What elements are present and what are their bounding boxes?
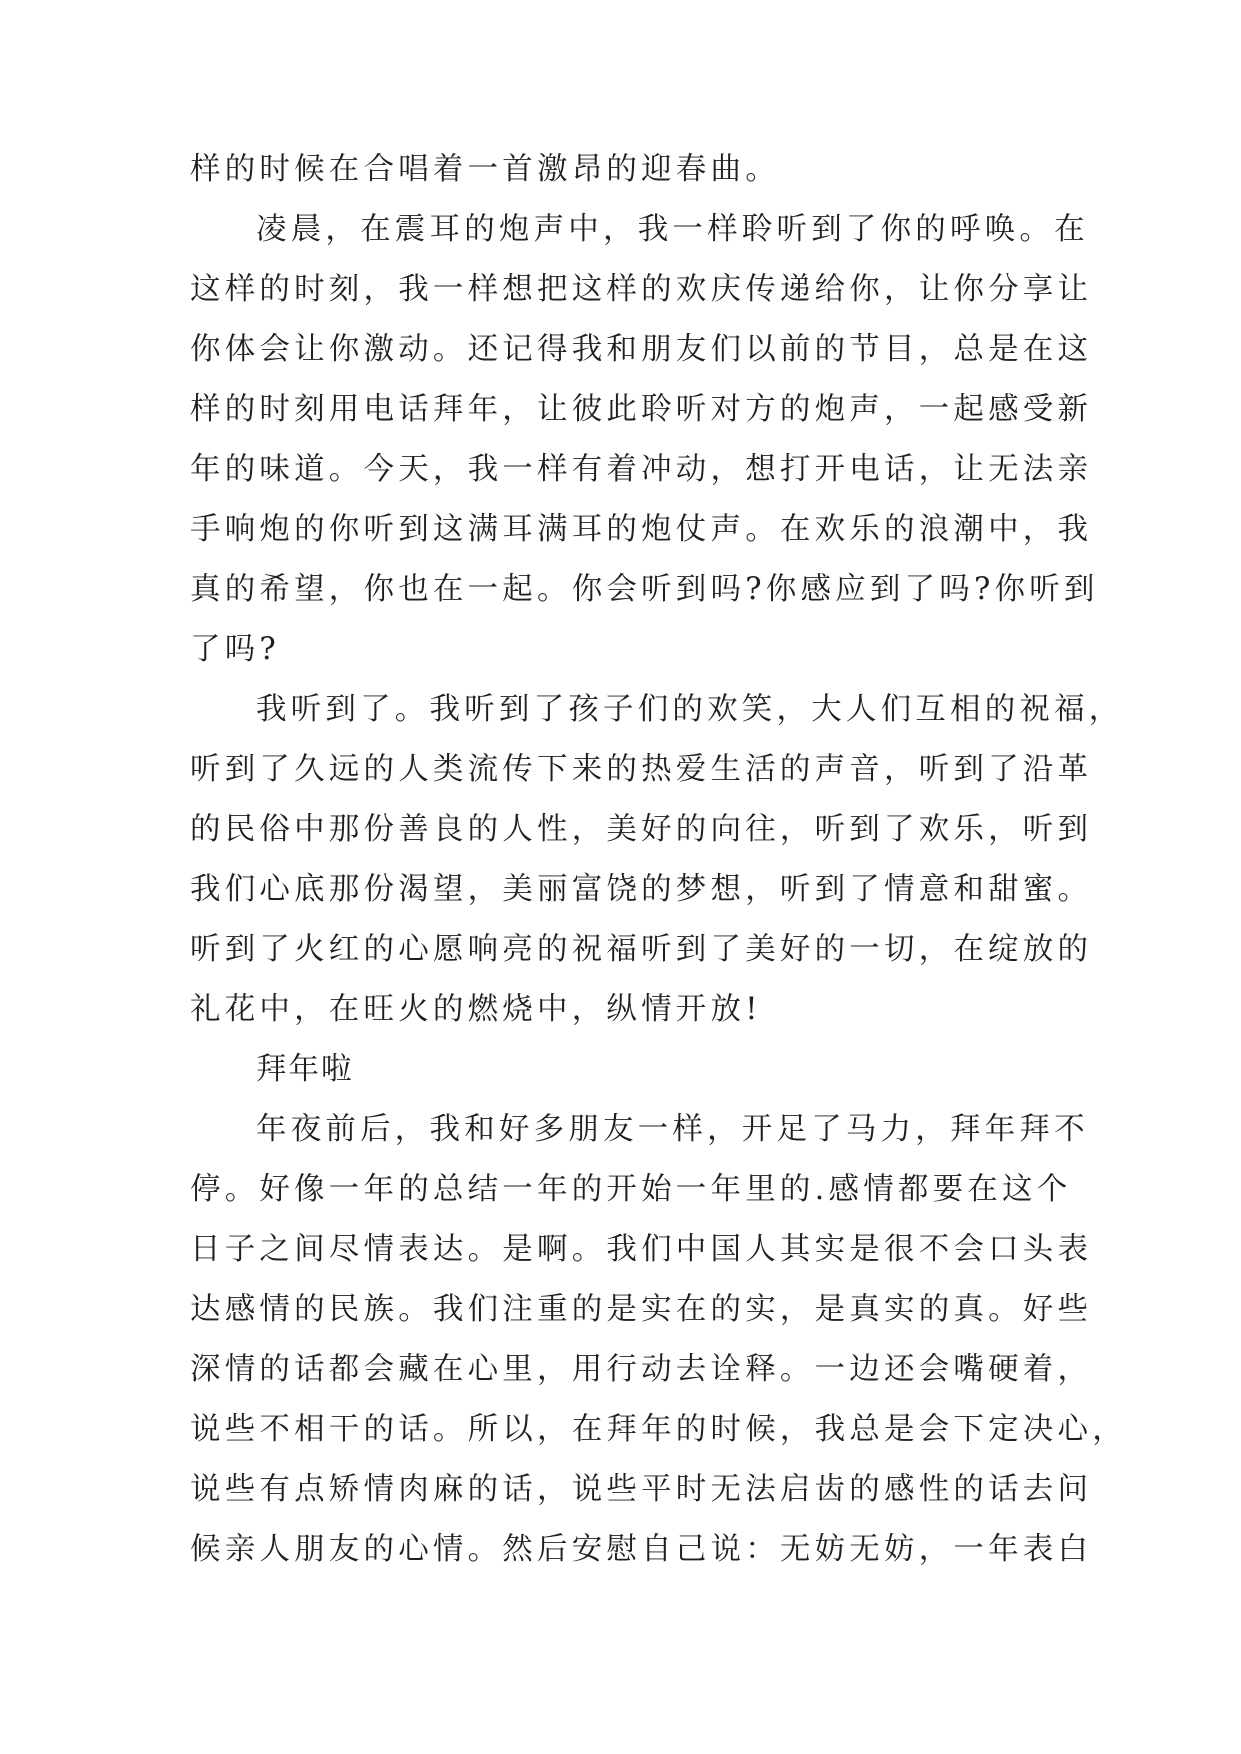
text-line: 说些不相干的话。所以，在拜年的时候，我总是会下定决心， [190, 1412, 1127, 1447]
text-line: 日子之间尽情表达。是啊。我们中国人其实是很不会口头表 [190, 1232, 1093, 1267]
text-line: 了吗? [190, 632, 280, 667]
text-line: 听到了火红的心愿响亮的祝福听到了美好的一切，在绽放的 [190, 932, 1093, 967]
text-line: 达感情的民族。我们注重的是实在的实，是真实的真。好些 [190, 1292, 1093, 1327]
text-line: 听到了久远的人类流传下来的热爱生活的声音，听到了沿革 [190, 752, 1093, 787]
text-line: 停。好像一年的总结一年的开始一年里的.感情都要在这个 [190, 1172, 1072, 1207]
text-line: 我们心底那份渴望，美丽富饶的梦想，听到了情意和甜蜜。 [190, 872, 1093, 907]
text-line: 样的时候在合唱着一首激昂的迎春曲。 [190, 152, 780, 187]
paragraph-start-line: 年夜前后，我和好多朋友一样，开足了马力，拜年拜不 [256, 1112, 1089, 1147]
text-line: 样的时刻用电话拜年，让彼此聆听对方的炮声，一起感受新 [190, 392, 1093, 427]
text-line: 的民俗中那份善良的人性，美好的向往，听到了欢乐，听到 [190, 812, 1093, 847]
text-line: 深情的话都会藏在心里，用行动去诠释。一边还会嘴硬着， [190, 1352, 1093, 1387]
text-line: 年的味道。今天，我一样有着冲动，想打开电话，让无法亲 [190, 452, 1093, 487]
text-line: 说些有点矫情肉麻的话，说些平时无法启齿的感性的话去问 [190, 1472, 1093, 1507]
text-line: 你体会让你激动。还记得我和朋友们以前的节目，总是在这 [190, 332, 1093, 367]
text-line: 候亲人朋友的心情。然后安慰自己说：无妨无妨，一年表白 [190, 1532, 1093, 1567]
document-body [190, 140, 1127, 1580]
paragraph-start-line: 我听到了。我听到了孩子们的欢笑，大人们互相的祝福， [256, 692, 1124, 727]
paragraph-start-line: 凌晨，在震耳的炮声中，我一样聆听到了你的呼唤。在 [256, 212, 1089, 247]
text-line: 这样的时刻，我一样想把这样的欢庆传递给你，让你分享让 [190, 272, 1093, 307]
text-line: 真的希望，你也在一起。你会听到吗?你感应到了吗?你听到 [190, 572, 1099, 607]
text-line: 礼花中，在旺火的燃烧中，纵情开放! [190, 992, 762, 1027]
text-line: 手响炮的你听到这满耳满耳的炮仗声。在欢乐的浪潮中，我 [190, 512, 1093, 547]
section-heading: 拜年啦 [256, 1052, 354, 1087]
